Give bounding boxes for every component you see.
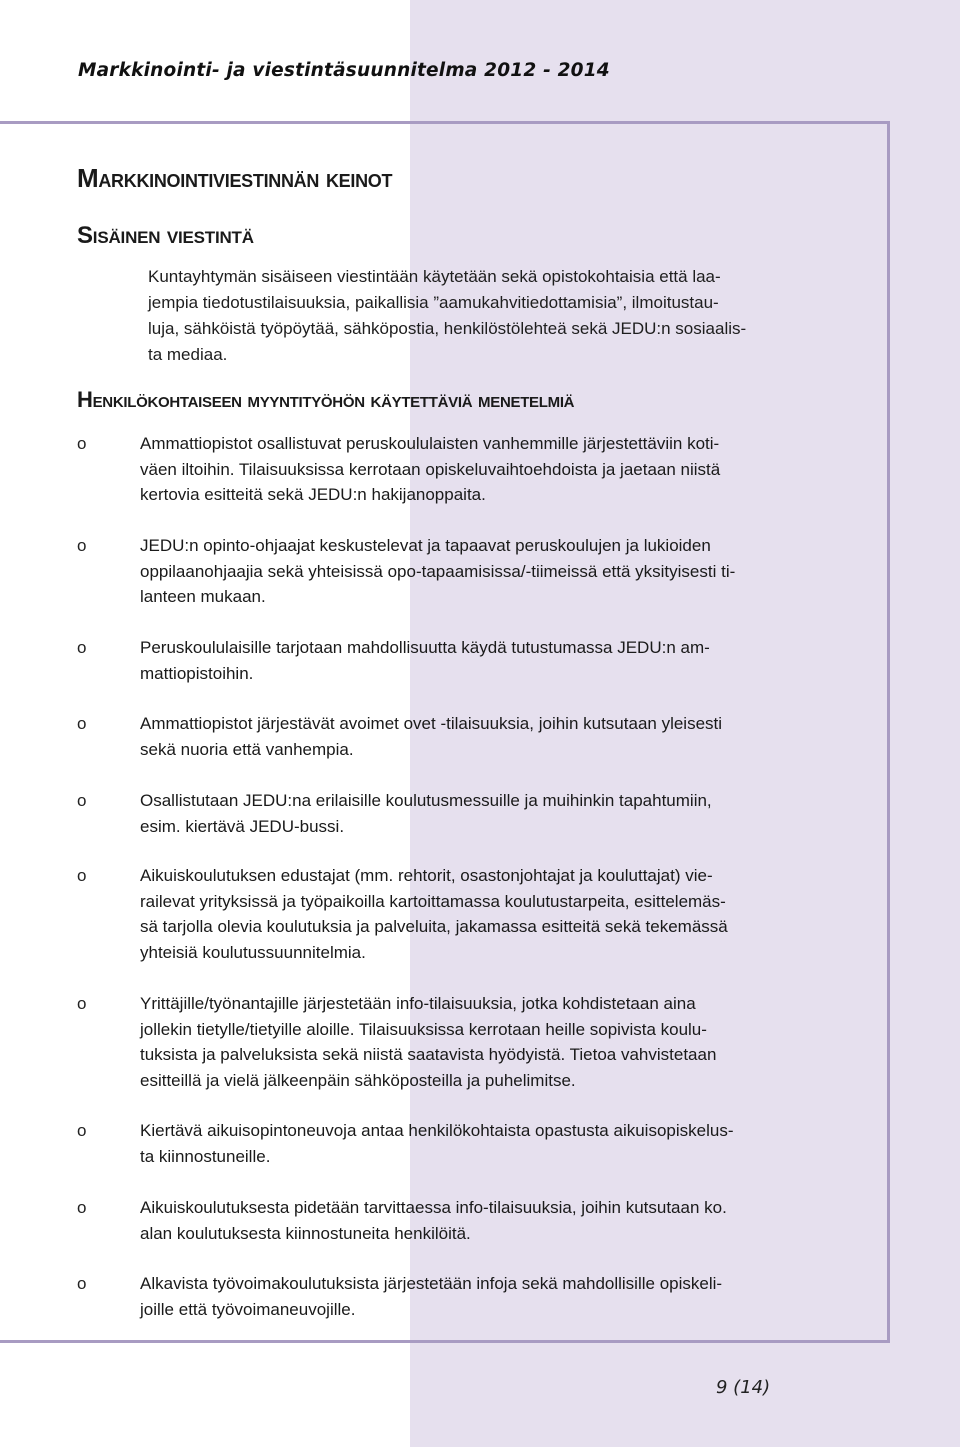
list-item-line: mattiopistoihin. <box>140 663 254 683</box>
bullet-marker: o <box>77 536 87 555</box>
list-item-line: sä tarjolla olevia koulutuksia ja palveluita, jakamassa esitteitä sekä tekemässä <box>140 917 728 936</box>
list-item-line: Yrittäjille/työnantajille järjestetään info-tilaisuuksia, jotka kohdistetaan aina <box>140 994 696 1013</box>
list-item-line: alan koulutuksesta kiinnostuneita henkilöitä. <box>140 1223 471 1243</box>
bullet-marker: o <box>77 994 87 1013</box>
bullet-marker: o <box>77 866 87 885</box>
list-item-text <box>140 788 820 839</box>
list-item-line: Aikuiskoulutuksesta pidetään tarvittaessa info-tilaisuuksia, joihin kutsutaan ko. <box>140 1198 727 1217</box>
list-item-line: lanteen mukaan. <box>140 587 266 606</box>
list-item-text <box>140 711 820 762</box>
sales-methods-heading: Henkilökohtaiseen myyntityöhön käytettäviä menetelmiä <box>77 387 575 412</box>
bullet-marker: o <box>77 1274 87 1293</box>
list-item-line: Aikuiskoulutuksen edustajat (mm. rehtorit, osastonjohtajat ja kouluttajat) vie- <box>140 866 713 885</box>
list-item-line: Ammattiopistot osallistuvat peruskoululaisten vanhemmille järjestettäviin koti- <box>140 434 720 453</box>
page-number: 9 (14) <box>716 1377 771 1398</box>
bullet-marker: o <box>77 1121 87 1140</box>
list-item-line: kertovia esitteitä sekä JEDU:n hakijanoppaita. <box>140 485 486 504</box>
list-item-text <box>140 533 820 610</box>
list-item-line: Kiertävä aikuisopintoneuvoja antaa henkilökohtaista opastusta aikuisopiskelus- <box>140 1121 734 1140</box>
list-item-line: Peruskoululaisille tarjotaan mahdollisuutta käydä tutustumassa JEDU:n am- <box>140 638 710 657</box>
list-item-line: joille että työvoimaneuvojille. <box>140 1299 356 1319</box>
list-item-line: väen iltoihin. Tilaisuuksissa kerrotaan opiskeluvaihtoehdoista ja jaetaan niistä <box>140 459 721 479</box>
list-item-line: sekä nuoria että vanhempia. <box>140 739 354 759</box>
bullet-marker: o <box>77 791 87 810</box>
document-header-title: Markkinointi- ja viestintäsuunnitelma 2012 - 2014 <box>78 60 610 81</box>
list-item-line: tuksista ja palveluksista sekä niistä saatavista hyödyistä. Tietoa vahvistetaan <box>140 1045 717 1064</box>
list-item-line: Ammattiopistot järjestävät avoimet ovet -tilaisuuksia, joihin kutsutaan yleisesti <box>140 714 723 733</box>
bullet-marker: o <box>77 714 87 733</box>
list-item-text <box>140 431 820 508</box>
paragraph-line: luja, sähköistä työpöytää, sähköpostia, henkilöstölehteä sekä JEDU:n sosiaalis- <box>148 319 747 338</box>
main-heading: Markkinointiviestinnän keinot <box>77 163 393 193</box>
paragraph-line: ta mediaa. <box>148 345 228 364</box>
list-item-line: yhteisiä koulutussuunnitelmia. <box>140 942 366 962</box>
list-item-text <box>140 1118 820 1169</box>
list-item-line: Osallistutaan JEDU:na erilaisille koulutusmessuille ja muihinkin tapahtumiin, <box>140 791 712 810</box>
list-item-line: ta kiinnostuneille. <box>140 1146 271 1166</box>
internal-communication-paragraph <box>148 264 828 368</box>
bullet-marker: o <box>77 434 87 453</box>
paragraph-line: Kuntayhtymän sisäiseen viestintään käytetään sekä opistokohtaisia että laa- <box>148 267 721 286</box>
bullet-marker: o <box>77 638 87 657</box>
list-item-line: Alkavista työvoimakoulutuksista järjestetään infoja sekä mahdollisille opiskeli- <box>140 1274 723 1293</box>
list-item-line: jollekin tietylle/tietyille aloille. Tilaisuuksissa kerrotaan heille sopivista koulu- <box>140 1019 707 1039</box>
list-item-text <box>140 1195 820 1246</box>
list-item-line: oppilaanohjaajia sekä yhteisissä opo-tapaamisissa/-tiimeissä että yksityisesti ti- <box>140 561 736 581</box>
list-item-text <box>140 635 820 686</box>
bullet-marker: o <box>77 1198 87 1217</box>
list-item-text <box>140 991 820 1093</box>
paragraph-line: jempia tiedotustilaisuuksia, paikallisia ”aamukahvitiedottamisia”, ilmoitustau- <box>148 293 719 312</box>
list-item-text <box>140 1271 820 1322</box>
list-item-line: esitteillä ja vielä jälkeenpäin sähköposteilla ja puhelimitse. <box>140 1070 576 1090</box>
list-item-line: railevat yrityksissä ja työpaikoilla kartoittamassa koulutustarpeita, esittelemäs- <box>140 891 726 911</box>
internal-communication-heading: Sisäinen viestintä <box>77 222 254 249</box>
list-item-text <box>140 863 820 965</box>
list-item-line: esim. kiertävä JEDU-bussi. <box>140 816 345 836</box>
list-item-line: JEDU:n opinto-ohjaajat keskustelevat ja tapaavat peruskoulujen ja lukioiden <box>140 536 711 555</box>
